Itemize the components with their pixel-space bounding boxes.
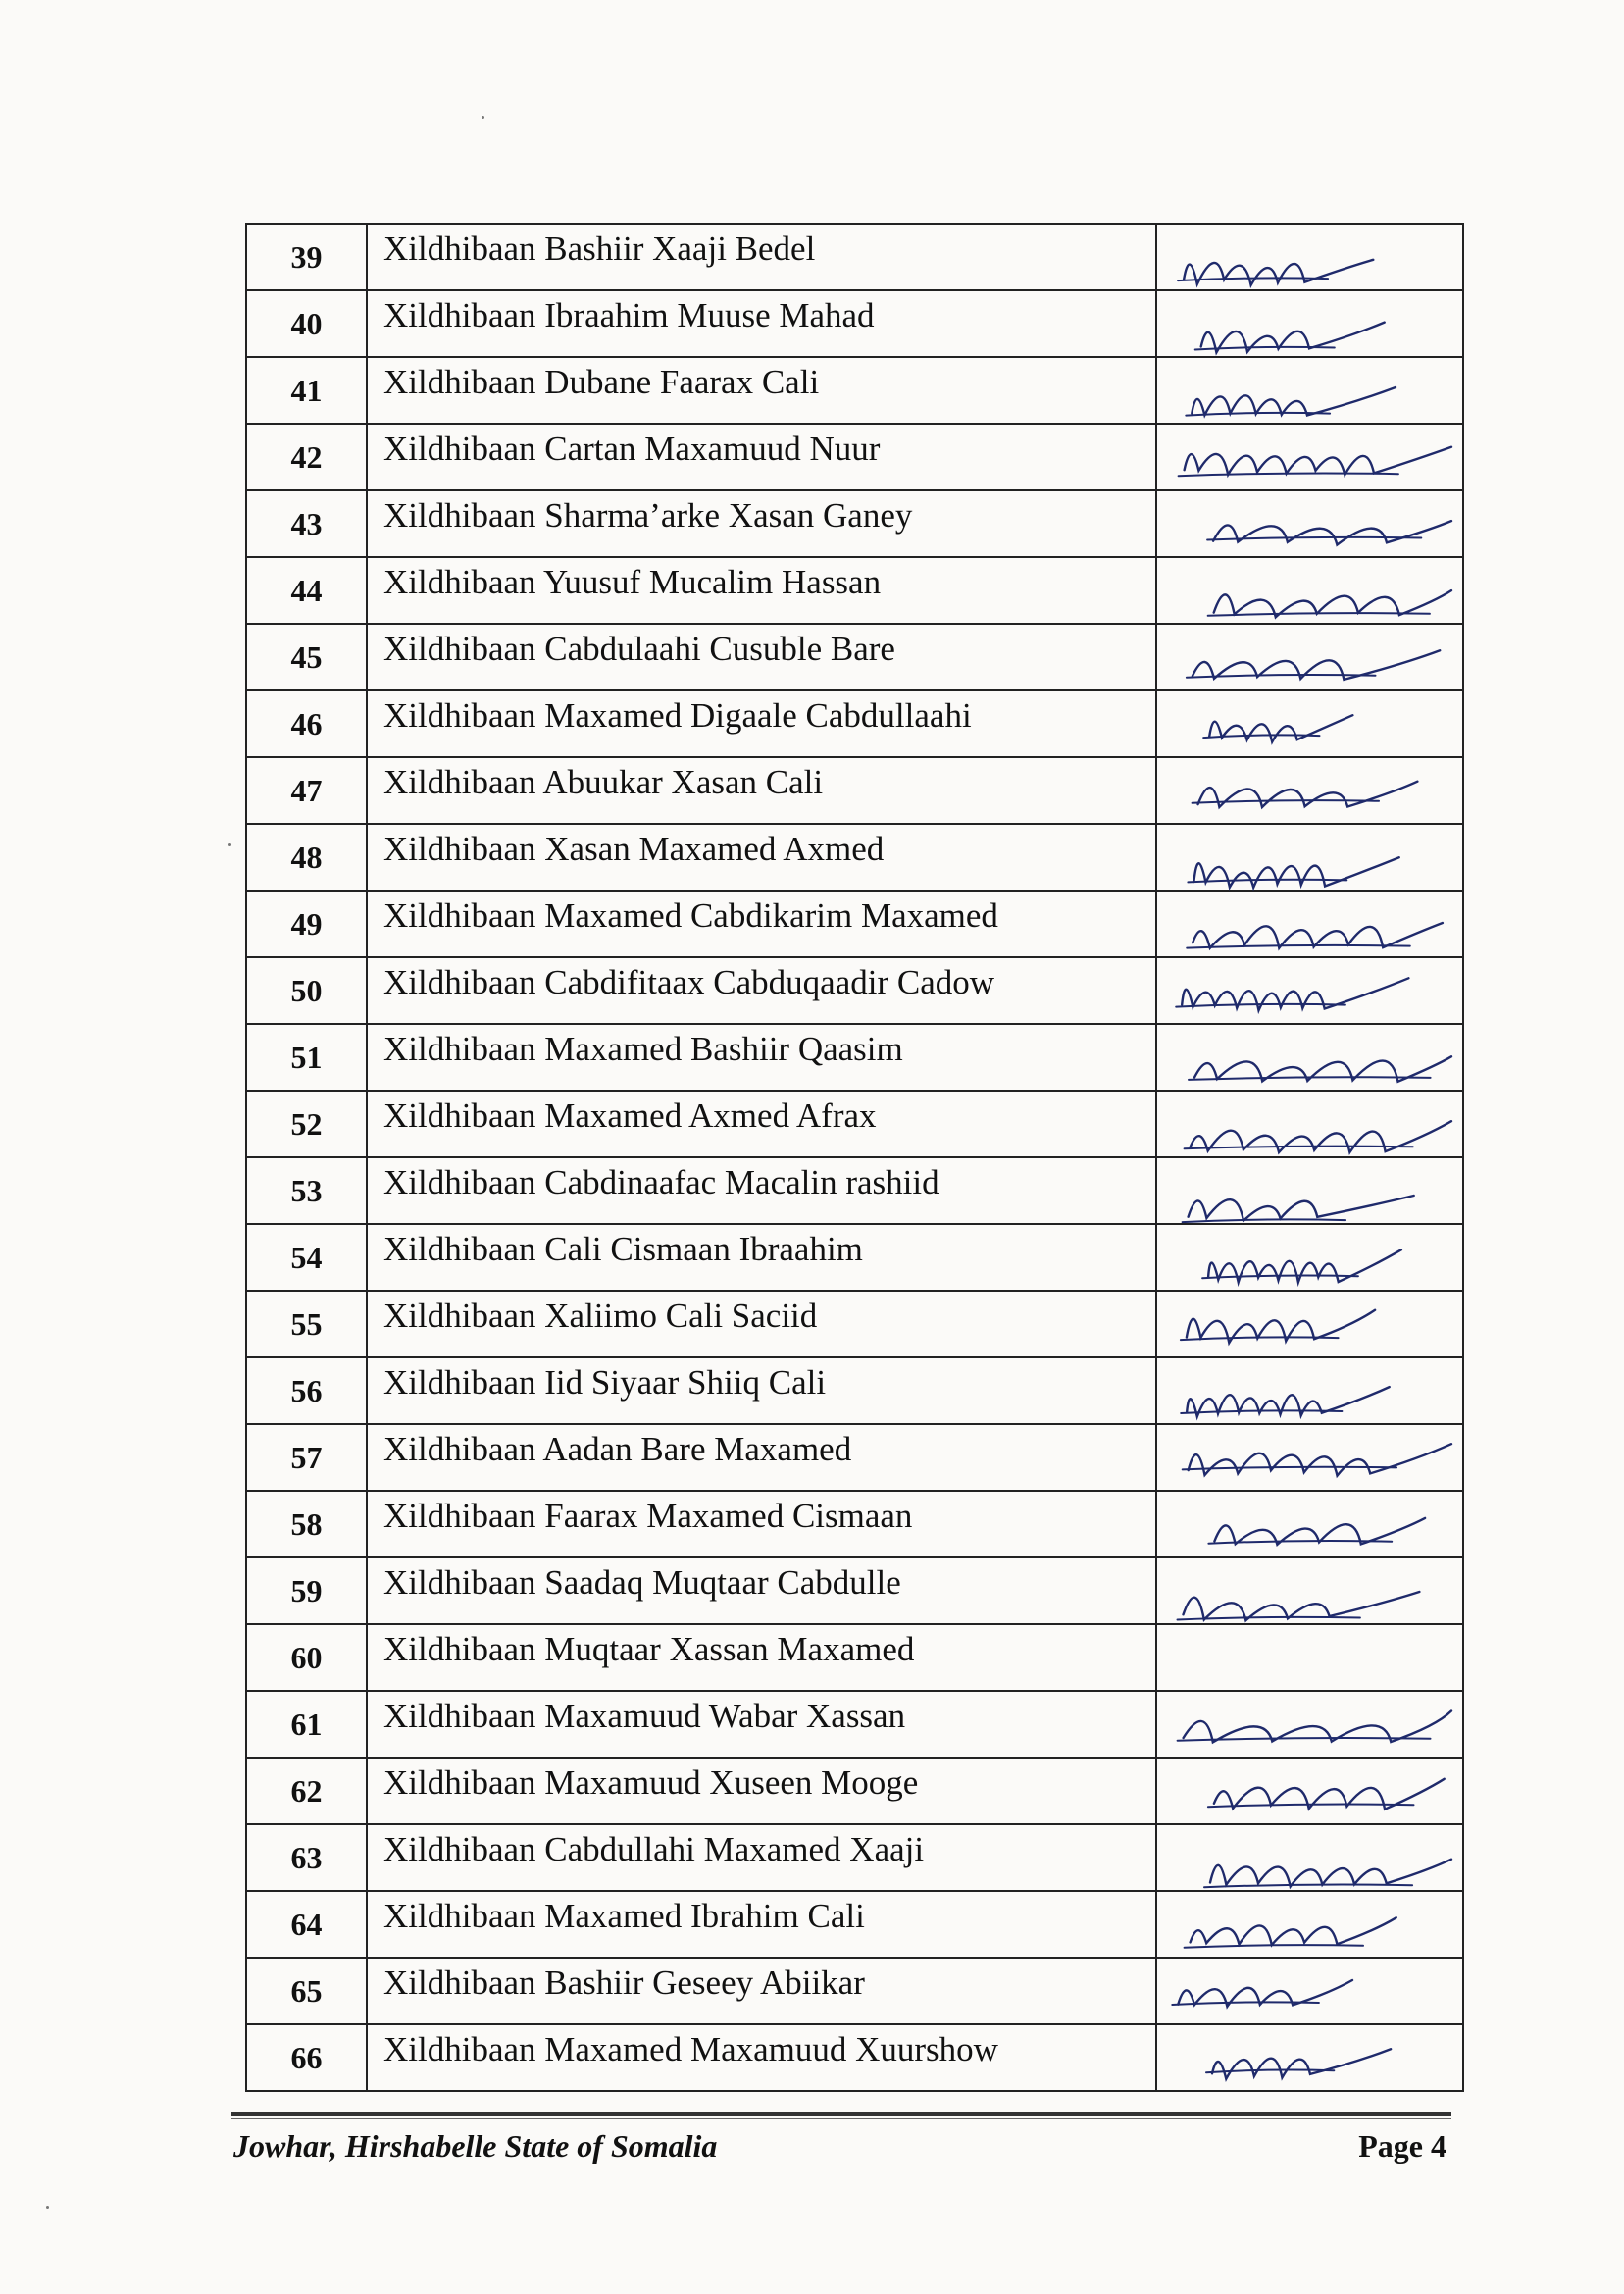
row-number: 56 <box>246 1357 367 1424</box>
handwritten-signature <box>1157 358 1464 427</box>
signature-cell <box>1156 1491 1463 1557</box>
handwritten-signature <box>1157 758 1464 827</box>
signature-stroke <box>1184 1592 1420 1620</box>
row-number: 59 <box>246 1557 367 1624</box>
member-name: Xildhibaan Iid Siyaar Shiiq Cali <box>367 1357 1156 1424</box>
handwritten-signature <box>1157 1158 1464 1227</box>
signature-cell <box>1156 957 1463 1024</box>
row-number: 48 <box>246 824 367 891</box>
member-name: Xildhibaan Maxamed Maxamuud Xuurshow <box>367 2024 1156 2091</box>
row-number: 39 <box>246 224 367 290</box>
signature-cell <box>1156 1224 1463 1291</box>
table-row <box>246 1091 1463 1157</box>
table-row <box>246 290 1463 357</box>
handwritten-signature <box>1157 491 1464 560</box>
row-number: 63 <box>246 1824 367 1891</box>
signature-table <box>245 223 1464 2092</box>
member-name: Xildhibaan Maxamed Ibrahim Cali <box>367 1891 1156 1958</box>
table-row <box>246 2024 1463 2091</box>
member-name: Xildhibaan Xaliimo Cali Saciid <box>367 1291 1156 1357</box>
signature-stroke <box>1198 782 1418 807</box>
signature-cell <box>1156 1891 1463 1958</box>
table-row <box>246 1557 1463 1624</box>
table-row <box>246 1224 1463 1291</box>
row-number: 47 <box>246 757 367 824</box>
handwritten-signature <box>1157 225 1464 293</box>
member-name: Xildhibaan Cali Cismaan Ibraahim <box>367 1224 1156 1291</box>
handwritten-signature <box>1157 425 1464 493</box>
member-name: Xildhibaan Dubane Faarax Cali <box>367 357 1156 424</box>
signature-cell <box>1156 757 1463 824</box>
signature-stroke <box>1210 1860 1451 1887</box>
handwritten-signature <box>1157 558 1464 627</box>
signature-cell <box>1156 557 1463 624</box>
table-row <box>246 1157 1463 1224</box>
member-name: Xildhibaan Maxamuud Xuseen Mooge <box>367 1758 1156 1824</box>
table-row <box>246 824 1463 891</box>
handwritten-signature <box>1157 1358 1464 1427</box>
signature-stroke <box>1209 715 1352 741</box>
signature-stroke <box>1184 260 1373 285</box>
signature-cell <box>1156 424 1463 490</box>
signature-cell <box>1156 290 1463 357</box>
table-row <box>246 1291 1463 1357</box>
handwritten-signature <box>1157 1425 1464 1494</box>
member-name: Xildhibaan Aadan Bare Maxamed <box>367 1424 1156 1491</box>
signature-stroke <box>1193 857 1398 888</box>
table-row <box>246 1024 1463 1091</box>
member-name: Xildhibaan Cabdinaafac Macalin rashiid <box>367 1157 1156 1224</box>
table-row <box>246 957 1463 1024</box>
signature-stroke <box>1185 447 1451 475</box>
handwritten-signature <box>1157 1825 1464 1894</box>
row-number: 66 <box>246 2024 367 2091</box>
row-number: 43 <box>246 490 367 557</box>
row-number: 58 <box>246 1491 367 1557</box>
footer-page-number: Page 4 <box>1358 2128 1446 2164</box>
row-number: 64 <box>246 1891 367 1958</box>
signature-stroke <box>1213 521 1451 544</box>
member-name: Xildhibaan Saadaq Muqtaar Cabdulle <box>367 1557 1156 1624</box>
signature-underline <box>1185 1945 1363 1948</box>
handwritten-signature <box>1157 691 1464 760</box>
table-row <box>246 1691 1463 1758</box>
member-name: Xildhibaan Cabdullahi Maxamed Xaaji <box>367 1824 1156 1891</box>
signature-underline <box>1204 1885 1412 1888</box>
signature-cell <box>1156 2024 1463 2091</box>
handwritten-signature <box>1157 892 1464 960</box>
table-row <box>246 757 1463 824</box>
signature-cell <box>1156 1624 1463 1691</box>
handwritten-signature <box>1157 1558 1464 1627</box>
member-name: Xildhibaan Cartan Maxamuud Nuur <box>367 424 1156 490</box>
table-row <box>246 490 1463 557</box>
handwritten-signature <box>1157 291 1464 360</box>
member-name: Xildhibaan Maxamed Bashiir Qaasim <box>367 1024 1156 1091</box>
handwritten-signature <box>1157 625 1464 693</box>
table-row <box>246 1424 1463 1491</box>
handwritten-signature <box>1157 1092 1464 1160</box>
member-name: Xildhibaan Bashiir Geseey Abiikar <box>367 1958 1156 2024</box>
row-number: 50 <box>246 957 367 1024</box>
table-row <box>246 1758 1463 1824</box>
footer-rule-thin <box>231 2118 1451 2119</box>
signature-cell <box>1156 1157 1463 1224</box>
signature-cell <box>1156 1424 1463 1491</box>
signature-stroke <box>1192 387 1396 416</box>
signature-cell <box>1156 624 1463 690</box>
table-row <box>246 357 1463 424</box>
signature-stroke <box>1212 2049 1391 2079</box>
table-row <box>246 1624 1463 1691</box>
member-name: Xildhibaan Abuukar Xasan Cali <box>367 757 1156 824</box>
row-number: 61 <box>246 1691 367 1758</box>
signature-underline <box>1183 1219 1346 1222</box>
signature-cell <box>1156 1291 1463 1357</box>
row-number: 55 <box>246 1291 367 1357</box>
row-number: 42 <box>246 424 367 490</box>
handwritten-signature <box>1157 1692 1464 1760</box>
signature-cell <box>1156 1557 1463 1624</box>
signature-cell <box>1156 357 1463 424</box>
handwritten-signature <box>1157 958 1464 1027</box>
handwritten-signature <box>1157 1892 1464 1961</box>
handwritten-signature <box>1157 1959 1464 2027</box>
signature-cell <box>1156 1691 1463 1758</box>
row-number: 40 <box>246 290 367 357</box>
signature-cell <box>1156 490 1463 557</box>
handwritten-signature <box>1157 1025 1464 1094</box>
member-name: Xildhibaan Maxamed Cabdikarim Maxamed <box>367 891 1156 957</box>
signature-underline <box>1187 675 1376 678</box>
row-number: 46 <box>246 690 367 757</box>
signature-underline <box>1179 474 1398 477</box>
handwritten-signature <box>1157 1492 1464 1560</box>
signature-cell <box>1156 891 1463 957</box>
signature-cell <box>1156 824 1463 891</box>
signature-cell <box>1156 1758 1463 1824</box>
member-name: Xildhibaan Maxamuud Wabar Xassan <box>367 1691 1156 1758</box>
signature-table-body <box>246 224 1463 2091</box>
signature-cell <box>1156 1091 1463 1157</box>
signature-underline <box>1207 537 1421 540</box>
row-number: 54 <box>246 1224 367 1291</box>
handwritten-signature <box>1157 1759 1464 1827</box>
signature-stroke <box>1191 1917 1396 1945</box>
signature-cell <box>1156 1357 1463 1424</box>
scan-speck <box>228 843 231 846</box>
row-number: 41 <box>246 357 367 424</box>
row-number: 62 <box>246 1758 367 1824</box>
member-name: Xildhibaan Xasan Maxamed Axmed <box>367 824 1156 891</box>
row-number: 53 <box>246 1157 367 1224</box>
table-row <box>246 1357 1463 1424</box>
member-name: Xildhibaan Ibraahim Muuse Mahad <box>367 290 1156 357</box>
row-number: 65 <box>246 1958 367 2024</box>
table-row <box>246 1958 1463 2024</box>
member-name: Xildhibaan Maxamed Digaale Cabdullaahi <box>367 690 1156 757</box>
signature-cell <box>1156 690 1463 757</box>
member-name: Xildhibaan Bashiir Xaaji Bedel <box>367 224 1156 290</box>
signature-stroke <box>1189 1196 1414 1221</box>
row-number: 45 <box>246 624 367 690</box>
handwritten-signature <box>1157 825 1464 893</box>
signature-underline <box>1185 1147 1413 1149</box>
signature-cell <box>1156 1024 1463 1091</box>
signature-cell <box>1156 1824 1463 1891</box>
member-name: Xildhibaan Maxamed Axmed Afrax <box>367 1091 1156 1157</box>
row-number: 49 <box>246 891 367 957</box>
row-number: 57 <box>246 1424 367 1491</box>
table-row <box>246 1891 1463 1958</box>
table-row <box>246 1824 1463 1891</box>
handwritten-signature <box>1157 2025 1464 2094</box>
signature-stroke <box>1189 1444 1451 1475</box>
member-name: Xildhibaan Sharma’arke Xasan Ganey <box>367 490 1156 557</box>
signature-underline <box>1187 945 1410 948</box>
table-row <box>246 557 1463 624</box>
signature-stroke <box>1193 923 1443 948</box>
member-name: Xildhibaan Muqtaar Xassan Maxamed <box>367 1624 1156 1691</box>
scan-speck <box>482 116 484 119</box>
scan-speck <box>46 2206 49 2209</box>
table-row <box>246 690 1463 757</box>
footer-rule <box>231 2112 1451 2116</box>
table-row <box>246 224 1463 290</box>
row-number: 44 <box>246 557 367 624</box>
handwritten-signature <box>1157 1225 1464 1294</box>
table-row <box>246 424 1463 490</box>
row-number: 60 <box>246 1624 367 1691</box>
member-name: Xildhibaan Yuusuf Mucalim Hassan <box>367 557 1156 624</box>
member-name: Xildhibaan Cabdifitaax Cabduqaadir Cadow <box>367 957 1156 1024</box>
signature-cell <box>1156 224 1463 290</box>
signature-underline <box>1193 800 1379 803</box>
table-row <box>246 1491 1463 1557</box>
signature-cell <box>1156 1958 1463 2024</box>
member-name: Xildhibaan Cabdulaahi Cusuble Bare <box>367 624 1156 690</box>
footer-location: Jowhar, Hirshabelle State of Somalia <box>233 2128 718 2164</box>
row-number: 51 <box>246 1024 367 1091</box>
signature-underline <box>1208 613 1430 616</box>
table-row <box>246 891 1463 957</box>
row-number: 52 <box>246 1091 367 1157</box>
table-row <box>246 624 1463 690</box>
signature-underline <box>1183 1467 1396 1470</box>
handwritten-signature <box>1157 1292 1464 1360</box>
member-name: Xildhibaan Faarax Maxamed Cismaan <box>367 1491 1156 1557</box>
